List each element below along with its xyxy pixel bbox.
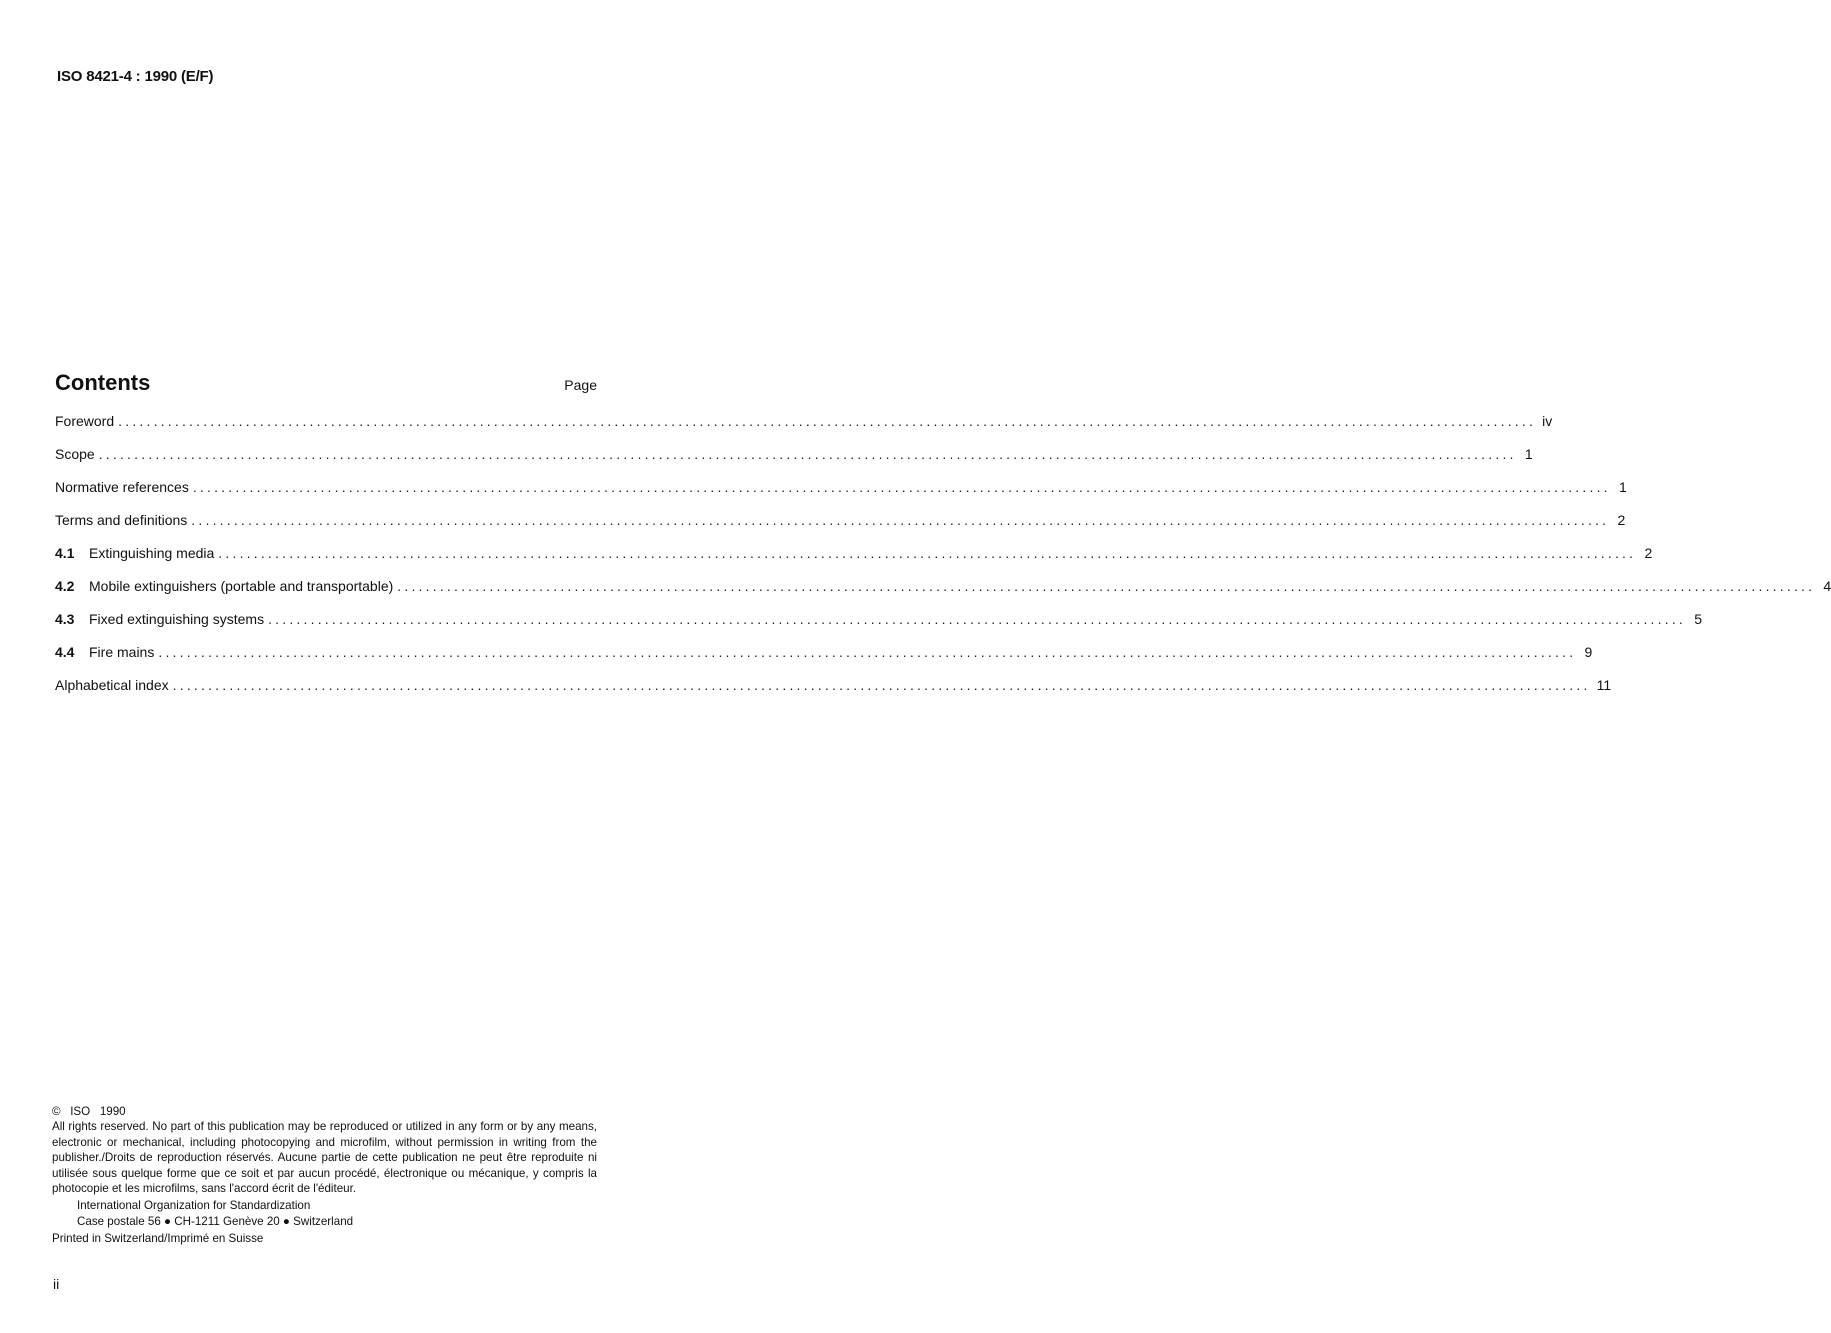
copyright-line: © ISO 1990 xyxy=(52,1105,126,1118)
toc-entry-title: Fixed extinguishing systems xyxy=(89,611,265,627)
toc-entry-title: Scope xyxy=(55,446,95,462)
page-number: ii xyxy=(53,1276,60,1292)
toc-entry-title: Extinguishing media xyxy=(89,545,215,561)
publisher-name: International Organization for Standardization xyxy=(77,1199,311,1213)
toc-entry-4-4[interactable] xyxy=(55,644,1593,677)
toc-entry-page: 5 xyxy=(1694,611,1703,627)
rights-notice: All rights reserved. No part of this publication may be reproduced or utilized in any form or by any means, electronic or mechanical, including photocopying and microfilm, without permission in writing from the publisher./Droits de reproduction réservés. Aucune partie de cette publication ne peut être reproduite ni utilisée sous quelque forme que ce soit et par aucun procédé, électronique ou mécanique, y compris la photocopie et les microfilms, sans l'accord écrit de l'éditeur. xyxy=(52,1120,597,1196)
toc-leader-dots: ........................................................................................................................................................................................................ xyxy=(118,413,1537,429)
toc-entry-number: 4.2 xyxy=(55,578,75,594)
toc-entry-scope[interactable] xyxy=(55,446,1533,479)
contents-heading-row xyxy=(55,370,597,396)
toc-entry-4-3[interactable] xyxy=(55,611,1703,644)
toc-entry-title: Fire mains xyxy=(89,644,155,660)
toc-leader-dots: ........................................................................................................................................................................................................ xyxy=(191,512,1610,528)
toc-entry-page: 1 xyxy=(1618,479,1627,495)
page-column-label: Page xyxy=(564,377,597,393)
toc-entry-title: Terms and definitions xyxy=(55,512,188,528)
toc-entry-foreword[interactable] xyxy=(55,413,1553,446)
toc-entry-page: 1 xyxy=(1524,446,1533,462)
toc-entry-title: Foreword xyxy=(55,413,115,429)
toc-entry-4-1[interactable] xyxy=(55,545,1653,578)
document-header: ISO 8421-4 : 1990 (E/F) xyxy=(57,68,214,85)
toc-entry-normative-references[interactable] xyxy=(55,479,1627,512)
publisher-address: Case postale 56 ● CH-1211 Genève 20 ● Switzerland xyxy=(77,1214,354,1228)
toc-entry-number: 4.1 xyxy=(55,545,75,561)
toc-leader-dots: ........................................................................................................................................................................................................ xyxy=(397,578,1816,594)
toc-entry-title: Alphabetical index xyxy=(55,677,169,693)
toc-entry-page: 2 xyxy=(1644,545,1653,561)
table-of-contents xyxy=(55,413,1831,710)
toc-leader-dots: ........................................................................................................................................................................................................ xyxy=(158,644,1577,660)
printed-in: Printed in Switzerland/Imprimé en Suisse xyxy=(52,1232,264,1246)
toc-entry-title: Normative references xyxy=(55,479,189,495)
toc-entry-page: 4 xyxy=(1823,578,1831,594)
contents-title: Contents xyxy=(55,370,151,395)
copyright-block xyxy=(52,1104,597,1247)
toc-entry-page: iv xyxy=(1542,413,1553,429)
toc-entry-page: 11 xyxy=(1596,677,1612,693)
toc-entry-number: 4.3 xyxy=(55,611,75,627)
toc-entry-page: 9 xyxy=(1584,644,1593,660)
toc-leader-dots: ........................................................................................................................................................................................................ xyxy=(172,677,1591,693)
toc-entry-number: 4.4 xyxy=(55,644,75,660)
toc-entry-terms-and-definitions[interactable] xyxy=(55,512,1626,545)
toc-entry-page: 2 xyxy=(1617,512,1626,528)
toc-entry-4-2[interactable] xyxy=(55,578,1831,611)
toc-leader-dots: ........................................................................................................................................................................................................ xyxy=(192,479,1611,495)
toc-entry-alphabetical-index[interactable] xyxy=(55,677,1612,710)
toc-leader-dots: ........................................................................................................................................................................................................ xyxy=(98,446,1517,462)
toc-leader-dots: ........................................................................................................................................................................................................ xyxy=(218,545,1637,561)
toc-entry-title: Mobile extinguishers (portable and transportable) xyxy=(89,578,394,594)
toc-leader-dots: ........................................................................................................................................................................................................ xyxy=(268,611,1687,627)
